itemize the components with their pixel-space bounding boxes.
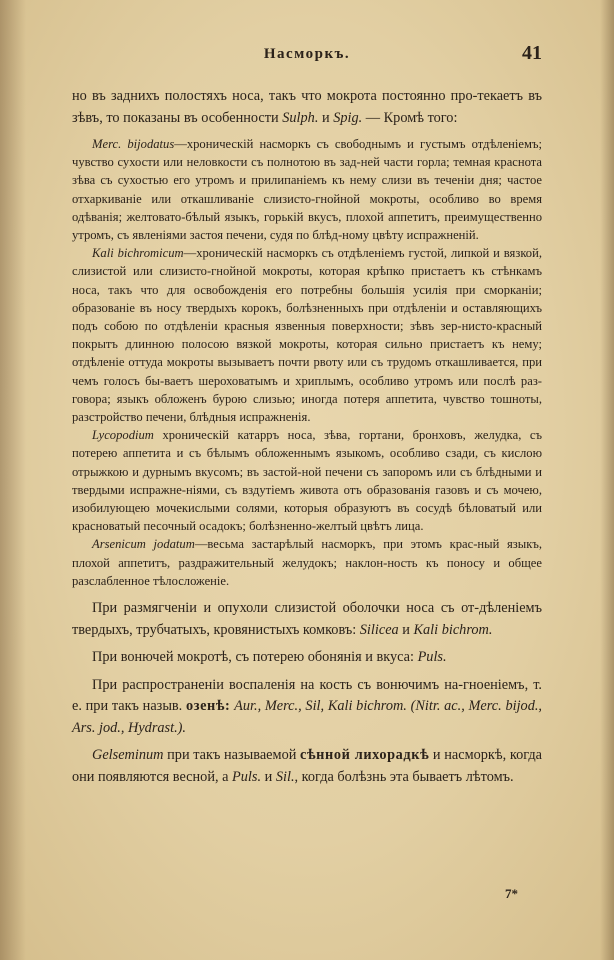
- text-run: при такъ называемой: [163, 747, 301, 764]
- body-text: [72, 86, 542, 794]
- text-run: При вонючей мокротѣ, съ потерею обонянія и вкуса:: [92, 649, 418, 666]
- text-run: и насморкѣ, когда они появляются весной, а: [72, 747, 543, 785]
- remedy-name: Spig.: [333, 109, 363, 126]
- term-emphasis: озенѣ:: [186, 698, 231, 715]
- remedy-name: Sulph.: [282, 109, 319, 126]
- remedy-description: —весьма застарѣлый насморкъ, при этомъ крас-ный языкъ, плохой аппетитъ, раздражительный желудокъ; наклон-ность къ поносу и общее разслабленное тѣлосложеніе.: [72, 537, 542, 588]
- remedy-lycopodium: [72, 426, 542, 535]
- remedy-name: Kali bichromicum: [92, 246, 184, 261]
- paragraph-hay-fever: [72, 745, 542, 788]
- paragraph-intro: [72, 86, 542, 129]
- remedy-name: Lycopodium: [92, 428, 154, 443]
- text-run: , когда болѣзнь эта бываетъ лѣтомъ.: [294, 768, 514, 785]
- remedy-description: —хроническій насморкъ съ отдѣленіемъ густой, липкой и вязкой, слизистой или слизисто-гнойной мокроты, которая крѣпко пристаетъ къ стѣнкамъ носа, такъ что для освобожденія его потребны большія усилія при сморканіи; образованіе въ носу твердыхъ корокъ, болѣзненныхъ при отдѣленіи и оставляющихъ подъ собою по отдѣленіи красныя язвенныя поверхности; зѣвъ зер-нисто-красный покрытъ длинною полосою вязкой мокроты, которая сильно пристаетъ къ нему; отдѣленіе оттуда мокроты вызываетъ почти рвоту или съ трудомъ откашливается, при чемъ голосъ бы-ваетъ шероховатымъ и хриплымъ, особливо утромъ или послѣ раз-говора; языкъ обложенъ бурою слизью; иногда потеря аппетита, чувство тошноты, разстройство печени, блѣдныя испражненія.: [72, 246, 542, 425]
- remedy-name: Puls.: [417, 649, 447, 666]
- remedy-list: Aur., Merc., Sil, Kali bichrom. (Nitr. ac., Merc. bijod., Ars. jod., Hydrast.).: [72, 698, 542, 736]
- remedy-merc-bijodatus: [72, 135, 542, 244]
- remedy-name: Silicea: [359, 621, 399, 638]
- remedy-kali-bichromicum: [72, 244, 542, 426]
- term-emphasis: сѣнной лихорадкѣ: [300, 747, 430, 764]
- paragraph-fetid: [72, 647, 542, 669]
- remedy-name: Gelseminum: [92, 747, 164, 764]
- paragraph-ozaena: [72, 675, 542, 740]
- remedy-description: —хроническій насморкъ съ свободнымъ и густымъ отдѣленіемъ; чувство сухости или неловкости съ полнотою въ зад-ней части горла; темная краснота зѣва съ сухостью его утромъ и прилипаніемъ къ нему слизи въ теченіи дня; частое отхаркиваніе или откашливаніе слизисто-гнойной мокроты, особливо во время одѣванія; желтовато-бѣлый языкъ, горькій вкусъ, плохой аппетитъ, преимущественно утромъ, съ явленіями застоя печени, судя по блѣд-ному цвѣту испражненій.: [72, 137, 542, 243]
- paragraph-softening: [72, 598, 542, 641]
- text-run: и: [261, 768, 276, 785]
- page-number: 41: [522, 42, 542, 64]
- text-run: и: [398, 621, 414, 638]
- remedy-name: Arsenicum jodatum: [92, 537, 195, 552]
- text-run: При распространеніи воспаленія на кость съ вонючимъ на-гноеніемъ, т. е. при такъ назыв.: [72, 676, 542, 715]
- remedy-name: Sil.: [275, 768, 295, 785]
- text-run: но въ заднихъ полостяхъ носа, такъ что мокрота постоянно про-текаетъ въ зѣвъ, то показаны въ особенности: [72, 88, 542, 126]
- remedy-description: хроническій катарръ носа, зѣва, гортани, бронховъ, желудка, съ потерею аппетита и съ бѣлымъ обложеннымъ языкомъ, особливо сзади, съ кислою отрыжкою и дурнымъ вкусомъ; въ застой-ной печени съ запоромъ или съ блѣдными и твердыми испражне-ніями, съ вздутіемъ живота отъ образованія газовъ и съ мочею, изобилующею мочекислыми солями, которыя образуютъ въ сосудѣ бѣловатый или красноватый песочный осадокъ; болѣзненно-желтый цвѣтъ лица.: [72, 428, 542, 534]
- printer-signature: 7*: [505, 886, 518, 901]
- text-run: При размягченіи и опухоли слизистой оболочки носа съ от-дѣленіемъ твердыхъ, трубчатыхъ, кровянистыхъ комковъ:: [72, 600, 542, 638]
- remedy-arsenicum-jodatum: [72, 535, 542, 590]
- text-run: и: [318, 109, 334, 126]
- running-title: Насморкъ.: [263, 46, 351, 62]
- text-run: — Кромѣ того:: [362, 109, 458, 126]
- remedy-name: Puls.: [232, 768, 262, 785]
- remedy-name: Merc. bijodatus: [92, 137, 175, 151]
- remedy-name: Kali bichrom.: [413, 621, 493, 638]
